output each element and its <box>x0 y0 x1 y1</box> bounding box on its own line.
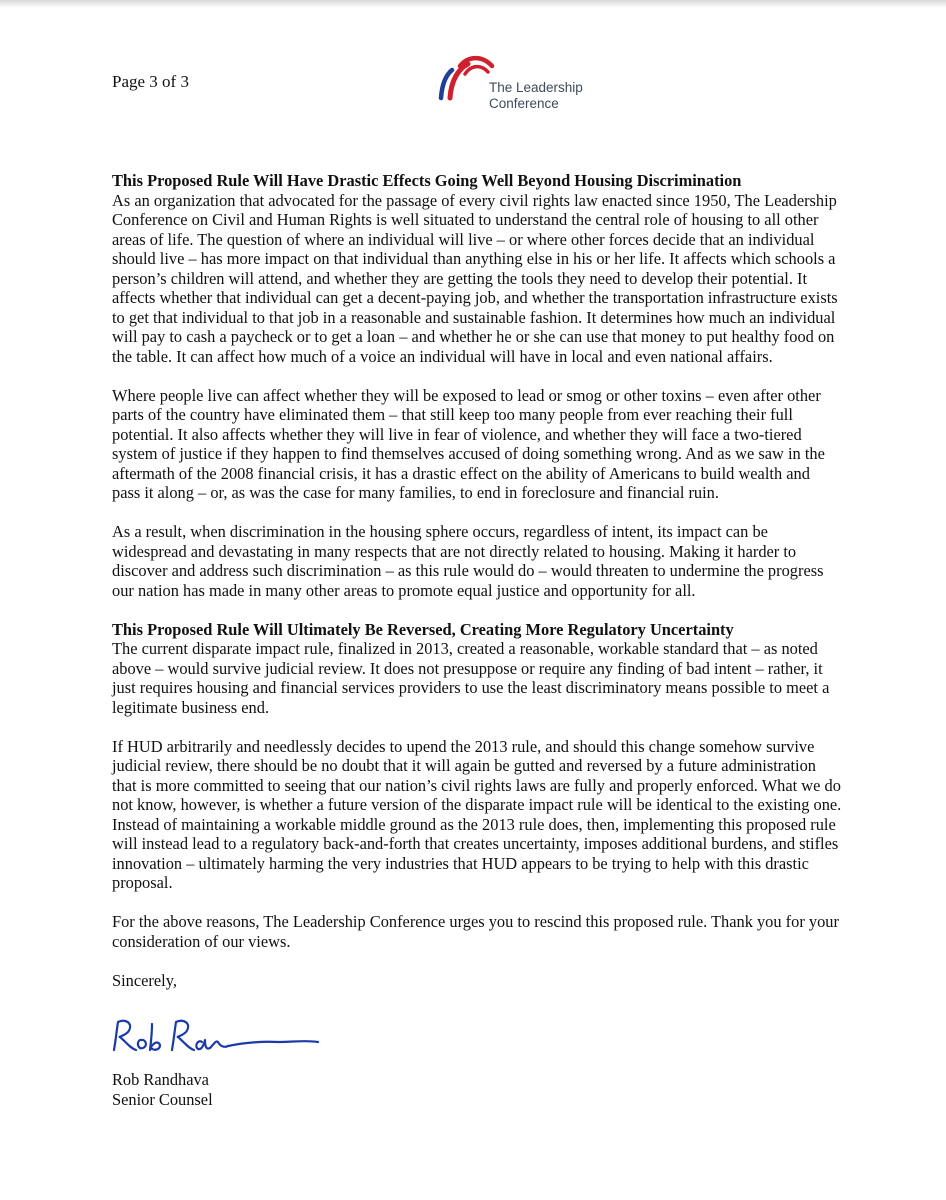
paragraph: As a result, when discrimination in the housing sphere occurs, regardless of intent, its impact can be widespread and devastating in many respects that are not directly related to housing. Making it harder to discover and address such discrimination – as this rule would do – would threaten to undermine the progress our nation has made in many other areas to promote equal justice and opportunity for all. <box>112 522 824 600</box>
paragraph: The current disparate impact rule, finalized in 2013, created a reasonable, workable standard that – as noted above – would survive judicial review. It does not presuppose or require any finding of bad intent – rather, it just requires housing and financial services providers to use the least discriminatory means possible to meet a legitimate business end. <box>112 639 830 717</box>
logo-text-line1: The Leadership <box>489 80 583 95</box>
paragraph: Where people live can affect whether they will be exposed to lead or smog or other toxins – even after other parts of the country have eliminated them – that still keep too many people from ever reaching their full potential. It also affects whether they will live in fear of violence, and whether they will face a two-tiered system of justice if they happen to find themselves accused of doing something wrong. And as we saw in the aftermath of the 2008 financial crisis, it has a drastic effect on the ability of Americans to build wealth and pass it along – or, as was the case for many families, to end in foreclosure and financial ruin. <box>112 385 825 502</box>
signer-title: Senior Counsel <box>112 1089 213 1109</box>
logo-text-line2: Conference <box>489 96 559 111</box>
leadership-conference-logo <box>438 54 598 118</box>
signature-ink-icon <box>108 1010 328 1066</box>
page-number: Page 3 of 3 <box>112 72 189 91</box>
paragraph: If HUD arbitrarily and needlessly decides to upend the 2013 rule, and should this change somehow survive judicial review, there should be no doubt that it will again be gutted and reversed by a future administration that is more committed to seeing that our nation’s civil rights laws are fully and properly enforced. What we do not know, however, is whether a future version of the disparate impact rule will be identical to the existing one. Instead of maintaining a workable middle ground as the 2013 rule does, then, implementing this proposed rule will instead lead to a regulatory back-and-forth that creates uncertainty, imposes additional burdens, and stifles innovation – ultimately harming the very industries that HUD appears to be trying to help with this drastic proposal. <box>112 736 842 892</box>
closing-salutation: Sincerely, <box>112 970 177 990</box>
handwritten-signature <box>108 1010 328 1066</box>
paragraph: As an organization that advocated for the passage of every civil rights law enacted since 1950, The Leadership Conference on Civil and Human Rights is well situated to understand the central role of housing to all other areas of life. The question of where an individual will live – or where other forces decide that an individual should live – has more impact on that individual than anything else in his or her life. It affects which schools a person’s children will attend, and whether they are getting the tools they need to develop their potential. It affects whether that individual can get a decent-paying job, and whether the transportation infrastructure exists to get that individual to that job in a reasonable and sustainable fashion. It determines how much an individual will pay to cash a paycheck or to get a loan – and whether he or she can use that money to put healthy food on the table. It can affect how much of a voice an individual will have in local and even national affairs. <box>112 190 838 366</box>
section-heading: This Proposed Rule Will Have Drastic Effects Going Well Beyond Housing Discrimination <box>112 171 742 190</box>
paragraph: For the above reasons, The Leadership Conference urges you to rescind this proposed rule. Thank you for your consideration of our views. <box>112 912 839 951</box>
letter-body <box>112 171 842 990</box>
signer-name: Rob Randhava <box>112 1070 209 1089</box>
section-heading: This Proposed Rule Will Ultimately Be Reversed, Creating More Regulatory Uncertainty <box>112 619 734 639</box>
window-top-edge <box>0 0 946 8</box>
signer-block <box>112 1070 213 1109</box>
